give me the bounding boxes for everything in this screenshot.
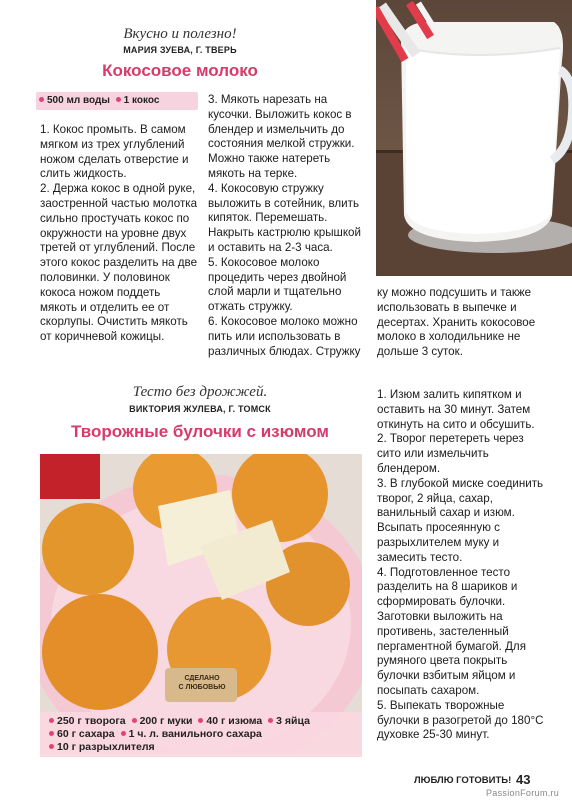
recipe1-column-1 [40,123,200,345]
ingredients-line: 10 г разрыхлителя [46,741,356,754]
watermark: PassionForum.ru [486,788,560,798]
recipe2-title: Творожные булочки с изюмом [71,422,329,441]
recipe2-steps [377,388,545,743]
step-text: 4. Кокосовую стружку выложить в сотейник, влить кипяток. Перемешать. Накрыть кастрюлю крышкой и оставить на 2-3 часа. [208,181,361,254]
bullet-icon [49,718,54,723]
made-with-love-badge: СДЕЛАНО С ЛЮБОВЬЮ [178,675,226,691]
step-text: 5. Кокосовое молоко процедить через двойной слой марли и тщательно отжать стружку. [208,255,347,314]
step-text: 1. Кокос промыть. В самом мягком из трех углублений ножом сделать отверстие и слить жидкость. [40,123,189,181]
page-number: 43 [516,772,531,787]
bullet-icon [39,97,44,102]
bullet-icon [121,731,126,736]
ingredients-line: 60 г сахара 1 ч. л. ванильного сахара [46,728,356,741]
step-text: 6. Кокосовое молоко можно пить или использовать в различных блюдах. Стружку [208,314,361,358]
step-text: 2. Держа кокос в одной руке, заостренной частью молотка сильно простучать кокос по окружности на уровне двух третей от углублений. После этого кокос разделить на две половинки. У половинок кокоса ножом поддеть мякоть и отделить ее от скорлупы. Очистить мякоть от коричневой кожицы. [40,182,198,344]
step-text: 3. Мякоть нарезать на кусочки. Выложить кокос в блендер и измельчить до состояния мелкой стружки. Можно также натереть мякоть на терке. [208,93,355,180]
recipe1-column-2 [208,93,370,359]
recipe1-column-3: ку можно подсушить и также использовать в выпечке и десертах. Хранить кокосовое молоко в холодильнике не дольше 3 суток. [377,286,536,359]
step-text: 1. Изюм залить кипятком и оставить на 30 минут. Затем откинуть на сито и обсушить. [377,388,535,431]
bullet-icon [49,744,54,749]
magazine-footer-label: ЛЮБЛЮ ГОТОВИТЬ! [414,775,512,786]
step-text: 2. Творог перетереть через сито или измельчить блендером. [377,432,524,475]
recipe2-subtitle: Тесто без дрожжей. [132,384,268,400]
ingredients-line: 250 г творога 200 г муки 40 г изюма 3 яйца [46,715,356,728]
bullet-icon [198,718,203,723]
recipe2-ingredients [40,712,362,757]
ingredient: 1 кокос [123,95,160,106]
bullet-icon [268,718,273,723]
recipe1-ingredients [36,92,198,110]
recipe1-subtitle: Вкусно и полезно! [123,26,237,42]
recipe1-title: Кокосовое молоко [102,61,258,80]
step-text: 4. Подготовленное тесто разделить на 8 шариков и сформировать булочки. Заготовки выложить на противень, застеленный пергаментной бумагой. Для румяного цвета покрыть булочки взбитым яйцом и посыпать сахаром. [377,565,526,697]
step-text: 3. В глубокой миске соединить творог, 2 яйца, сахар, ванильный сахар и изюм. Всыпать просеянную с разрыхлителем муку и замесить тесто. [377,476,544,564]
bullet-icon [49,731,54,736]
recipe2-author: ВИКТОРИЯ ЖУЛЕВА, Г. ТОМСК [129,404,271,414]
bullet-icon [116,97,121,102]
step-text: 5. Выпекать творожные булочки в разогретой до 180°С духовке 25-30 минут. [377,698,544,742]
recipe1-author: МАРИЯ ЗУЕВА, Г. ТВЕРЬ [123,45,237,55]
ingredient: 500 мл воды [47,95,110,106]
buns-photo [40,454,362,754]
bullet-icon [132,718,137,723]
milk-glass-photo [376,0,572,276]
